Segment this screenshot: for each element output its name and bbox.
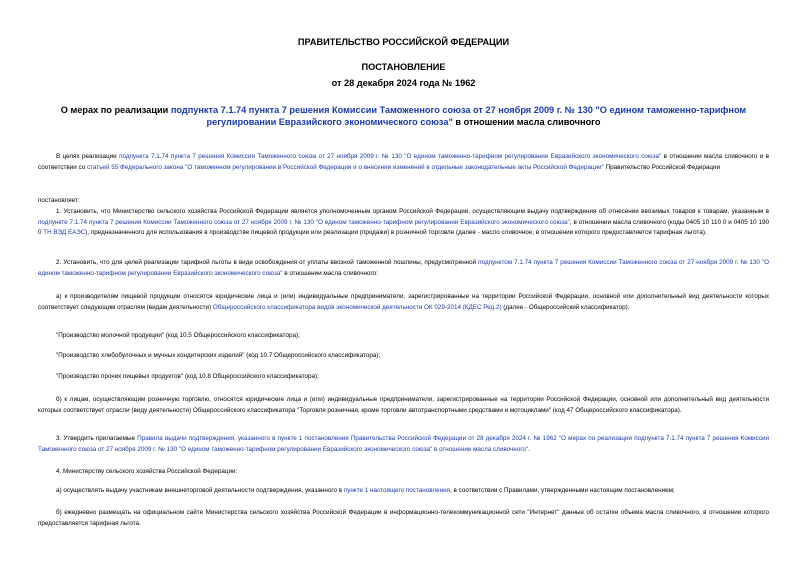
p1-text-c: ), предназначенного для использования в производстве пищевой продукции или реализации (продажи) в розничной торговле (далее - масло сливочное, в отношении которого предоставляется тарифная льгота). bbox=[85, 229, 707, 237]
p3-text-a: 3. Утвердить прилагаемые bbox=[56, 435, 138, 442]
quote-other-food: "Производство прочих пищевых продуктов" (код 10.8 Общероссийского классификатора); bbox=[56, 373, 319, 380]
intro-paragraph bbox=[38, 152, 769, 173]
date-number-heading: от 28 декабря 2024 года № 1962 bbox=[331, 78, 476, 88]
title-suffix: в отношении масла сливочного bbox=[452, 117, 601, 127]
p2a-text-a: а) к производителям пищевой продукции относятся юридические лица и (или) индивидуальные предприниматели, зарегистрированные на территории Российской Федерации, основной или дополнительный вид деятельности которых соответствует следующим отраслям (видам деятельности) bbox=[38, 293, 769, 311]
p2a-text-b: (далее - Общероссийский классификатор): bbox=[501, 303, 630, 311]
intro-text-c: Правительство Российской Федерации bbox=[603, 163, 721, 171]
government-heading: ПРАВИТЕЛЬСТВО РОССИЙСКОЙ ФЕДЕРАЦИИ bbox=[297, 37, 510, 47]
intro-link-federal-law[interactable]: статьей 55 Федерального закона "О таможенном регулировании в Российской Федерации и о внесении изменений в отдельные законодательные акты Российской Федерации" bbox=[86, 163, 604, 171]
p1-link-tn-ved[interactable]: ТН ВЭД ЕАЭС bbox=[43, 229, 86, 237]
p3-link-rules[interactable]: Правила выдачи подтверждения, указанного в пункте 1 постановления Правительства Российской Федерации от 28 декабря 2024 г. № 1962 "О мерах по реализации подпункта 7.1.74 пункта 7 решения Комиссии Таможенного союза от 27 ноября 2009 г. № 130 "О едином таможенно-тарифном регулировании Евразийского экономического союза" в отношении масла сливочного" bbox=[38, 435, 769, 453]
document-title bbox=[34, 104, 773, 128]
p1-text-b: , в отношении масла сливочного (коды 0405 10 110 0 и 0405 10 190 0 bbox=[38, 218, 769, 237]
title-link[interactable]: подпункта 7.1.74 пункта 7 решения Комиссии Таможенного союза от 27 ноября 2009 г. № 130 "О едином таможенно-тарифном регулировании Евразийского экономического союза" bbox=[170, 105, 747, 127]
p2a-link-okved[interactable]: Общероссийского классификатора видов экономической деятельности ОК 029-2014 (КДЕС Ред.2) bbox=[212, 303, 502, 311]
title-prefix: О мерах по реализации bbox=[60, 105, 171, 115]
paragraph-2b: б) к лицам, осуществляющим розничную торговлю, относятся юридические лица и (или) индивидуальные предприниматели, зарегистрированные на территории Российской Федерации, основной или дополнительный вид деятельности которых соответствует отрасли (виду деятельности) Общероссийского классификатора "Торговля розничная, кроме торговли автотранспортными средствами и мотоциклами" (код 47 Общероссийского классификатора). bbox=[38, 396, 769, 414]
intro-text-a: В целях реализации bbox=[56, 153, 120, 160]
p4a-text-b: , в соответствии с Правилами, утвержденными настоящим постановлением; bbox=[450, 487, 675, 494]
paragraph-2a bbox=[38, 292, 769, 313]
intro-link-resolution[interactable]: подпункта 7.1.74 пункта 7 решения Комиссии Таможенного союза от 27 ноября 2009 г. № 130 "О едином таможенно-тарифном регулировании Евразийского экономического союза" bbox=[119, 153, 662, 160]
p1-link-resolution[interactable]: подпункте 7.1.74 пункта 7 решения Комиссии Таможенного союза от 27 ноября 2009 г. № 130 "О едином таможенно-тарифном регулировании Евразийского экономического союза" bbox=[38, 218, 570, 226]
decree-word: постановляет: bbox=[38, 197, 80, 204]
p2-text-b: в отношении масла сливочного: bbox=[282, 269, 378, 277]
p4a-link-point-1[interactable]: пункте 1 настоящего постановления bbox=[343, 487, 451, 494]
paragraph-4b: б) ежедневно размещать на официальном сайте Министерства сельского хозяйства Российской Федерации в информационно-телекоммуникационной сети "Интернет" данные об остатке объема масла сливочного, в отношении которого предоставляется тарифная льгота. bbox=[38, 509, 769, 527]
paragraph-4a bbox=[38, 486, 769, 497]
p1-text-a: 1. Установить, что Министерство сельского хозяйства Российской Федерации является уполномоченным органом Российской Федерации, осуществляющим выдачу подтверждения об отнесении ввозимых товаров к товарам, указанным в bbox=[56, 208, 769, 215]
p2-link-resolution[interactable]: подпунктом 7.1.74 пункта 7 решения Комиссии Таможенного союза от 27 ноября 2009 г. № 130 "О едином таможенно-тарифном регулировании Евразийского экономического союза" bbox=[38, 259, 770, 277]
paragraph-3 bbox=[38, 434, 769, 455]
document-type-heading: ПОСТАНОВЛЕНИЕ bbox=[361, 62, 446, 72]
paragraph-2 bbox=[38, 258, 769, 279]
quote-bakery: "Производство хлебобулочных и мучных кондитерских изделий" (код 10.7 Общероссийского классификатора); bbox=[56, 352, 381, 359]
quote-dairy: "Производство молочной продукции" (код 10.5 Общероссийского классификатора); bbox=[56, 332, 300, 339]
paragraph-1 bbox=[38, 207, 769, 239]
p4a-text-a: а) осуществлять выдачу участникам внешнеторговой деятельности подтверждения, указанного в bbox=[56, 487, 344, 494]
intro-text-b: в отношении масла сливочного и в соответствии со bbox=[38, 153, 769, 171]
paragraph-4: 4. Министерству сельского хозяйства Российской Федерации: bbox=[56, 468, 238, 475]
p2-text-a: 2. Установить, что для целей реализации тарифной льготы в виде освобождения от уплаты ввозной таможенной пошлины, предусмотренной bbox=[56, 259, 479, 266]
p3-text-b: . bbox=[528, 445, 530, 453]
